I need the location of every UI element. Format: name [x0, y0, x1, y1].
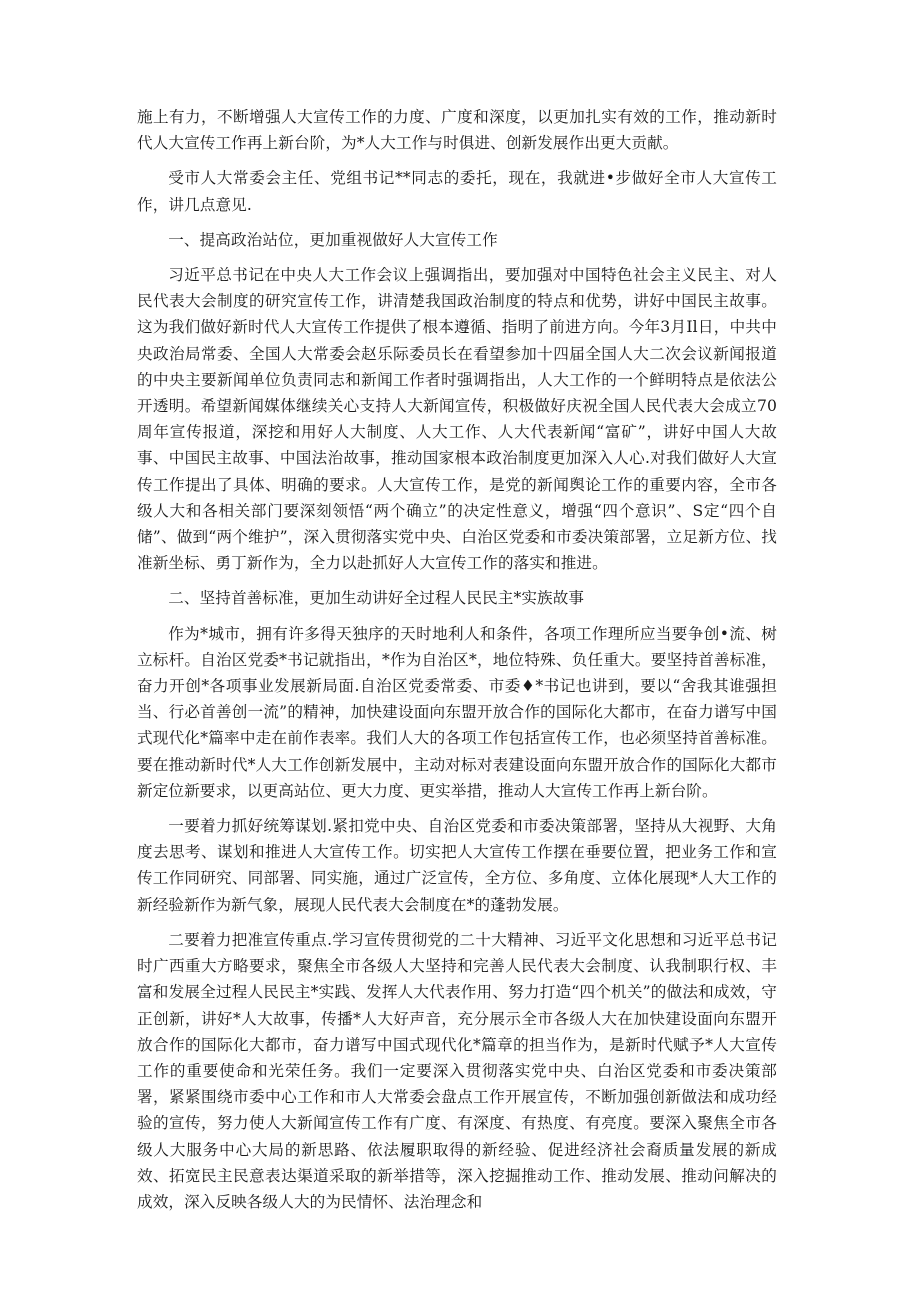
paragraph-section-1-body: 习近平总书记在中央人大工作会议上强调指出，要加强对中国特色社会主义民主、对人民代表大会制度的研究宣传工作，讲清楚我国政治制度的特点和优势，讲好中国民主故事。这为我们做好新时代人大宣传工作提供了根本遵循、指明了前进方向。今年3月Il日，中共中央政治局常委、全国人大常委会赵乐际委员长在看望参加十四届全国人大二次会议新闻报道的中央主要新闻单位负责同志和新闻工作者时强调指出，人大工作的一个鲜明特点是依法公开透明。希望新闻媒体继续关心支持人大新闻宣传，积极做好庆祝全国人民代表大会成立70周年宣传报道，深挖和用好人大制度、人大工作、人大代表新闻“富矿”，讲好中国人大故事、中国民主故事、中国法治故事，推动国家根本政治制度更加深入人心.对我们做好人大宣传工作提出了具体、明确的要求。人大宣传工作，是党的新闻舆论工作的重要内容，全市各级人大和各相关部门要深刻领悟“两个确立”的决定性意义，增强“四个意识”、S定“四个自储”、做到“两个维护”，深入贯彻落实党中央、白治区党委和市委决策部署，立足新方位、找准新坐标、勇丁新作为，全力以赴抓好人大宣传工作的落实和推进。 — [137, 266, 777, 573]
paragraph-intro: 受市人大常委会主任、党组书记**同志的委托，现在，我就进•步做好全市人大宣传工作，讲几点意见. — [137, 169, 777, 214]
paragraph-point-2: 二要着力把准宣传重点.学习宣传贯彻党的二十大精神、习近平文化思想和习近平总书记时广西重大方略要求，聚焦全市各级人大坚持和完善人民代表大会制度、认我制职行权、丰富和发展全过程人民民主*实践、发挥人大代表作用、努力打造“四个机关”的做法和成效，守正创新，讲好*人大故事，传播*人大好声音，充分展示全市各级人大在加快建设面向东盟开放合作的国际化大都市，奋力谱写中国式现代化*篇章的担当作为，是新时代赋予*人大宣传工作的重要使命和光荣任务。我们一定要深入贯彻落实党中央、白治区党委和市委决策部署，紧紧围绕市委中心工作和市人大常委会盘点工作开展宣传，不断加强创新做法和成功经验的宣传，努力使人大新闻宣传工作有广度、有深度、有热度、有亮度。要深入聚焦全市各级人大服务中心大局的新思路、依法履职取得的新经验、促进经济社会裔质量发展的新成效、拓宽民主民意表达渠道采取的新举措等，深入挖掘推动工作、推动发展、推动问解决的成效，深入反映各级人大的为民情怀、法治理念和 — [137, 930, 777, 1211]
paragraph-continuation: 施上有力，不断增强人大宣传工作的力度、广度和深度，以更加扎实有效的工作，推动新时代人大宣传工作再上新台阶，为*人大工作与时俱进、创新发展作出更大贡献。 — [137, 108, 777, 153]
section-heading-1: 一、提高政治站位，更加重视做好人大宣传工作 — [168, 230, 498, 249]
paragraph-section-2-body: 作为*城市，拥有许多得天独序的天时地利人和条件，各项工作理所应当要争创•流、树立标杆。自治区党委*书记就指出，*作为自治区*，地位特殊、负任重大。要坚持首善标准，奋力开创*各项事业发展新局面.自治区党委常委、市委♦*书记也讲到，要以“舍我其谁强担当、行必首善创一流”的精神，加快建设面向东盟开放合作的国际化大都市，在奋力谱写中国式现代化*篇率中走在前作表率。我们人大的各项工作包括宣传工作，也必须坚持首善标准。要在推动新时代*人大工作创新发展中，主动对标对表建设面向东盟开放合作的国际化大都市新定位新要求，以更高站位、更大力度、更实举措，推动人大宣传工作再上新台阶。 — [137, 624, 777, 800]
document-page — [137, 104, 777, 1224]
section-heading-2: 二、坚持首善标准，更加生动讲好全过程人民民主*实族故事 — [168, 589, 585, 608]
paragraph-point-1: 一要着力抓好统筹谋划.紧扣党中央、自治区党委和市委决策部署，坚持从大视野、大角度去思考、谋划和推进人大宣传工作。切实把人大宣传工作摆在垂要位置，把业务工作和宣传工作同研究、同部署、同实施，通过广泛宣传，全方位、多角度、立体化展现*人大工作的新经验新作为新气象，展现人民代表大会制度在*的蓬勃发展。 — [137, 817, 777, 914]
